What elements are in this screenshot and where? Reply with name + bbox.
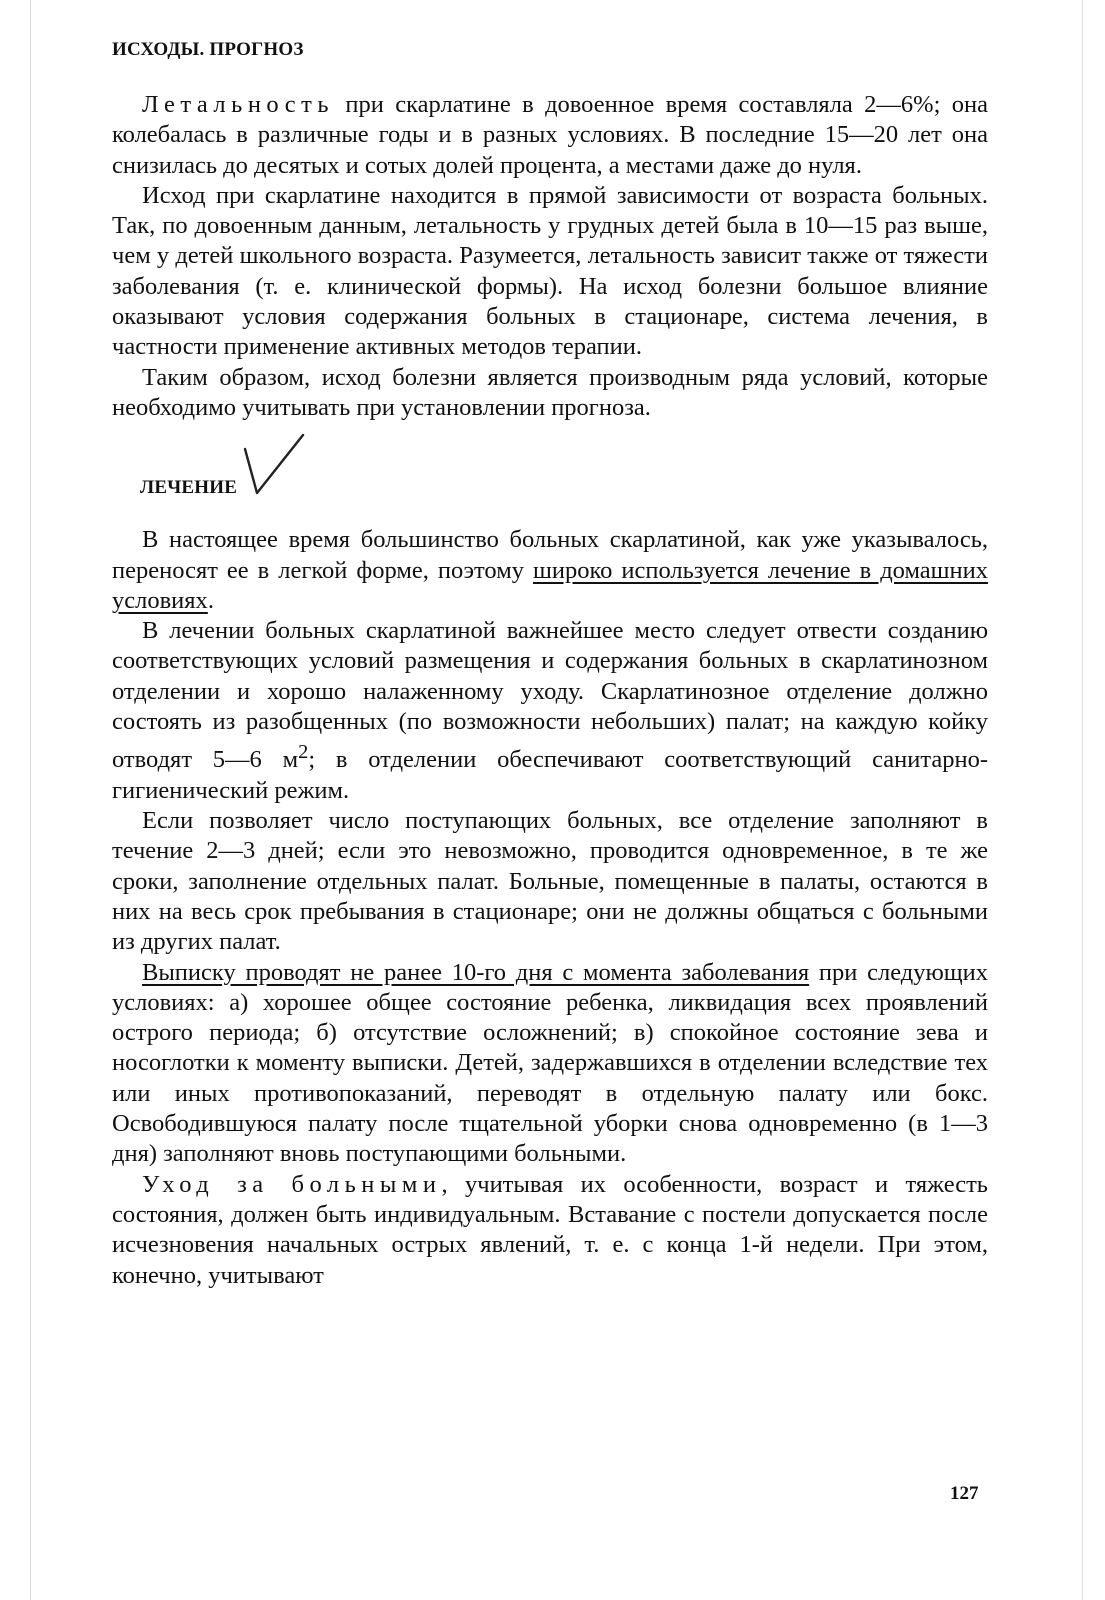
page-edge-right xyxy=(1082,0,1083,1600)
patient-care-text: , учитывая их особенности, возраст и тяжесть состояния, должен быть индивидуальным. Вставание с постели допускается после исчезновения начальных острых явлений, т. е. с конца 1-й недели. При этом, конечно, учитывают xyxy=(112,1170,988,1289)
underlined-discharge: Выписку проводят не ранее 10-го дня с момента заболевания xyxy=(142,958,810,986)
spaced-term-lethality: Летальность xyxy=(142,91,335,118)
page-number: 127 xyxy=(950,1483,979,1504)
home-treatment-end: . xyxy=(207,586,214,614)
paragraph-lethality xyxy=(112,90,988,181)
paragraph-outcome-age: Исход при скарлатине находится в прямой зависимости от возраста больных. Так, по довоенным данным, летальность у грудных детей была в 10—15 раз выше, чем у детей школьного возраста. Разумеется, летальность зависит также от тяжести заболевания (т. е. клинической формы). На исход болезни большое влияние оказывают условия содержания больных в стационаре, система лечения, в частности применение активных методов терапии. xyxy=(112,181,988,361)
page-edge-left xyxy=(30,0,31,1600)
ward-conditions-text: В лечении больных скарлатиной важнейшее место следует отвести созданию соответствующих условий размещения и содержания больных в скарлатинозном отделении и хорошо налаженному уходу. Скарлатинозное отделение должно состоять из разобщенных (по возможности небольших) палат; на каждую койку отводят 5—6 м xyxy=(112,617,988,774)
home-treatment-text: В настоящее время большинство больных скарлатиной, как уже указывалось, переносят ее в легкой форме, поэтому xyxy=(112,526,988,584)
paragraph-lethality-text: при скарлатине в довоенное время составляла 2—6%; она колебалась в различные годы и в разных условиях. В последние 15—20 лет она снизилась до десятых и сотых долей процента, а местами даже до нуля. xyxy=(112,91,988,179)
checkmark-icon xyxy=(241,431,311,501)
treatment-heading-row xyxy=(112,431,988,501)
paragraph-home-treatment xyxy=(112,525,988,616)
spaced-term-patient-care: Уход за больными xyxy=(142,1170,442,1198)
discharge-text: при следующих условиях: а) хорошее общее состояние ребенка, ликвидация всех проявлений острого периода; б) отсутствие осложнений; в) спокойное состояние зева и носоглотки к моменту выписки. Детей, задержавшихся в отделении вследствие тех или иных противопоказаний, переводят в отдельную палату или бокс. Освободившуюся палату после тщательной уборки снова одновременно (в 1—3 дня) заполняют вновь поступающими больными. xyxy=(112,958,988,1168)
underlined-home-treatment: широко используется лечение в домашних условиях xyxy=(112,556,988,614)
paragraph-discharge xyxy=(112,958,988,1170)
square-meter-superscript: 2 xyxy=(298,741,309,764)
paragraph-ward-conditions xyxy=(112,616,988,806)
paragraph-prognosis: Таким образом, исход болезни является производным ряда условий, которые необходимо учитывать при установлении прогноза. xyxy=(112,363,988,421)
ward-conditions-end: ; в отделении обеспечивают соответствующий санитарно-гигиенический режим. xyxy=(112,746,989,804)
paragraph-ward-filling: Если позволяет число поступающих больных, все отделение заполняют в течение 2—3 дней; если это невозможно, проводится одновременное, в те же сроки, заполнение отдельных палат. Больные, помещенные в палаты, остаются в них на весь срок пребывания в стационаре; они не должны общаться с больными из других палат. xyxy=(112,807,988,956)
book-page xyxy=(112,36,988,1291)
section-heading-outcomes: ИСХОДЫ. ПРОГНОЗ xyxy=(112,39,304,60)
paragraph-patient-care xyxy=(112,1170,988,1291)
section-heading-treatment: ЛЕЧЕНИЕ xyxy=(140,477,238,499)
